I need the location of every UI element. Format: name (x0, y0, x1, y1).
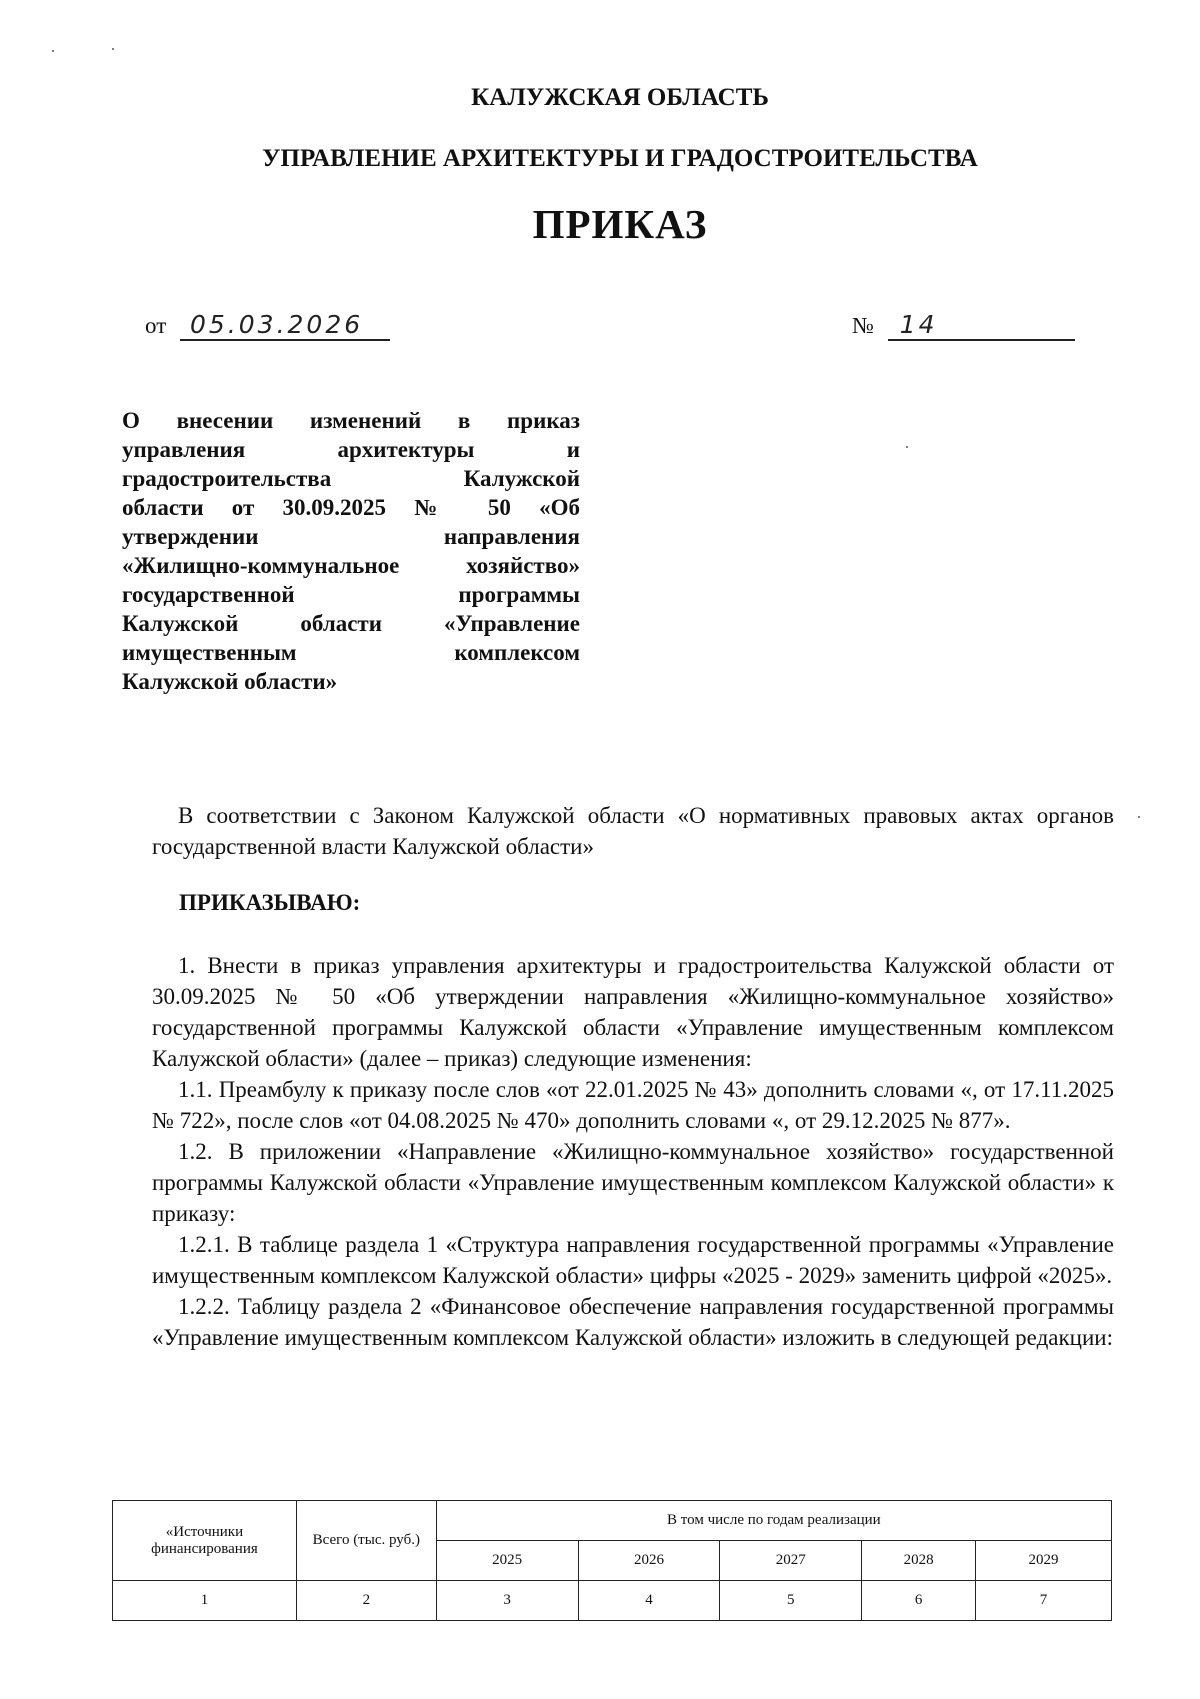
scan-speck (112, 48, 114, 50)
header-year: 2028 (862, 1541, 976, 1581)
header-year: 2025 (436, 1541, 578, 1581)
date-field (145, 310, 390, 341)
number-field (852, 310, 1075, 341)
item-1: 1. Внести в приказ управления архитектуры и градостроительства Калужской области от 30.09.2025 № 50 «Об утверждении направления «Жилищно-коммунальное хозяйство» государственной программы Калужской области «Управление имущественным комплексом Калужской области» (далее – приказ) следующие изменения: (152, 953, 1114, 1071)
column-number: 2 (296, 1581, 436, 1621)
preamble (152, 800, 1114, 862)
header-years-group: В том числе по годам реализации (436, 1501, 1111, 1541)
column-number: 7 (976, 1581, 1112, 1621)
item-1-2-1: 1.2.1. В таблице раздела 1 «Структура направления государственной программы «Управление имущественным комплексом Калужской области» цифры «2025 - 2029» заменить цифрой «2025». (152, 1232, 1114, 1288)
subject-line: О внесении изменений в приказ (122, 408, 580, 433)
header-year: 2027 (720, 1541, 862, 1581)
number-value: 14 (888, 310, 1075, 341)
order-items (152, 950, 1114, 1353)
scan-speck (52, 50, 54, 52)
subject-line: «Жилищно-коммунальное хозяйство» (122, 553, 580, 578)
header-source: «Источники финансирования (113, 1501, 297, 1581)
item-1-2-2: 1.2.2. Таблицу раздела 2 «Финансовое обеспечение направления государственной программы «Управление имущественным комплексом Калужской области» изложить в следующей редакции: (152, 1294, 1114, 1350)
header-year: 2026 (578, 1541, 720, 1581)
header-total: Всего (тыс. руб.) (296, 1501, 436, 1581)
column-number: 5 (720, 1581, 862, 1621)
column-number: 4 (578, 1581, 720, 1621)
department-heading: УПРАВЛЕНИЕ АРХИТЕКТУРЫ И ГРАДОСТРОИТЕЛЬСТВА (262, 145, 978, 172)
date-prefix: от (145, 313, 167, 338)
subject-line: Калужской области» (122, 669, 338, 694)
scan-speck (906, 446, 908, 448)
item-1-1: 1.1. Преамбулу к приказу после слов «от 22.01.2025 № 43» дополнить словами «, от 17.11.2025 № 722», после слов «от 04.08.2025 № 470» дополнить словами «, от 29.12.2025 № 877». (152, 1077, 1114, 1133)
preamble-text: В соответствии с Законом Калужской области «О нормативных правовых актах органов государственной власти Калужской области» (152, 803, 1114, 859)
subject-line: Калужской области «Управление (122, 611, 580, 636)
column-number: 3 (436, 1581, 578, 1621)
column-number: 6 (862, 1581, 976, 1621)
item-1-2: 1.2. В приложении «Направление «Жилищно-коммунальное хозяйство» государственной программы Калужской области «Управление имущественным комплексом Калужской области» к приказу: (152, 1139, 1114, 1226)
region-heading: КАЛУЖСКАЯ ОБЛАСТЬ (471, 84, 769, 111)
subject-line: имущественным комплексом (122, 640, 580, 665)
subject-line: области от 30.09.2025 № 50 «Об (122, 495, 580, 520)
column-number: 1 (113, 1581, 297, 1621)
financing-table (112, 1500, 1112, 1621)
subject-line: градостроительства Калужской (122, 466, 580, 491)
document-type-title: ПРИКАЗ (532, 201, 708, 247)
scan-speck (1138, 816, 1140, 818)
order-keyword: ПРИКАЗЫВАЮ: (179, 890, 361, 915)
number-prefix: № (852, 313, 874, 338)
subject-line: управления архитектуры и (122, 437, 580, 462)
date-value: 05.03.2026 (180, 310, 390, 341)
subject-line: государственной программы (122, 582, 580, 607)
order-subject (122, 406, 580, 696)
header-year: 2029 (976, 1541, 1112, 1581)
subject-line: утверждении направления (122, 524, 580, 549)
